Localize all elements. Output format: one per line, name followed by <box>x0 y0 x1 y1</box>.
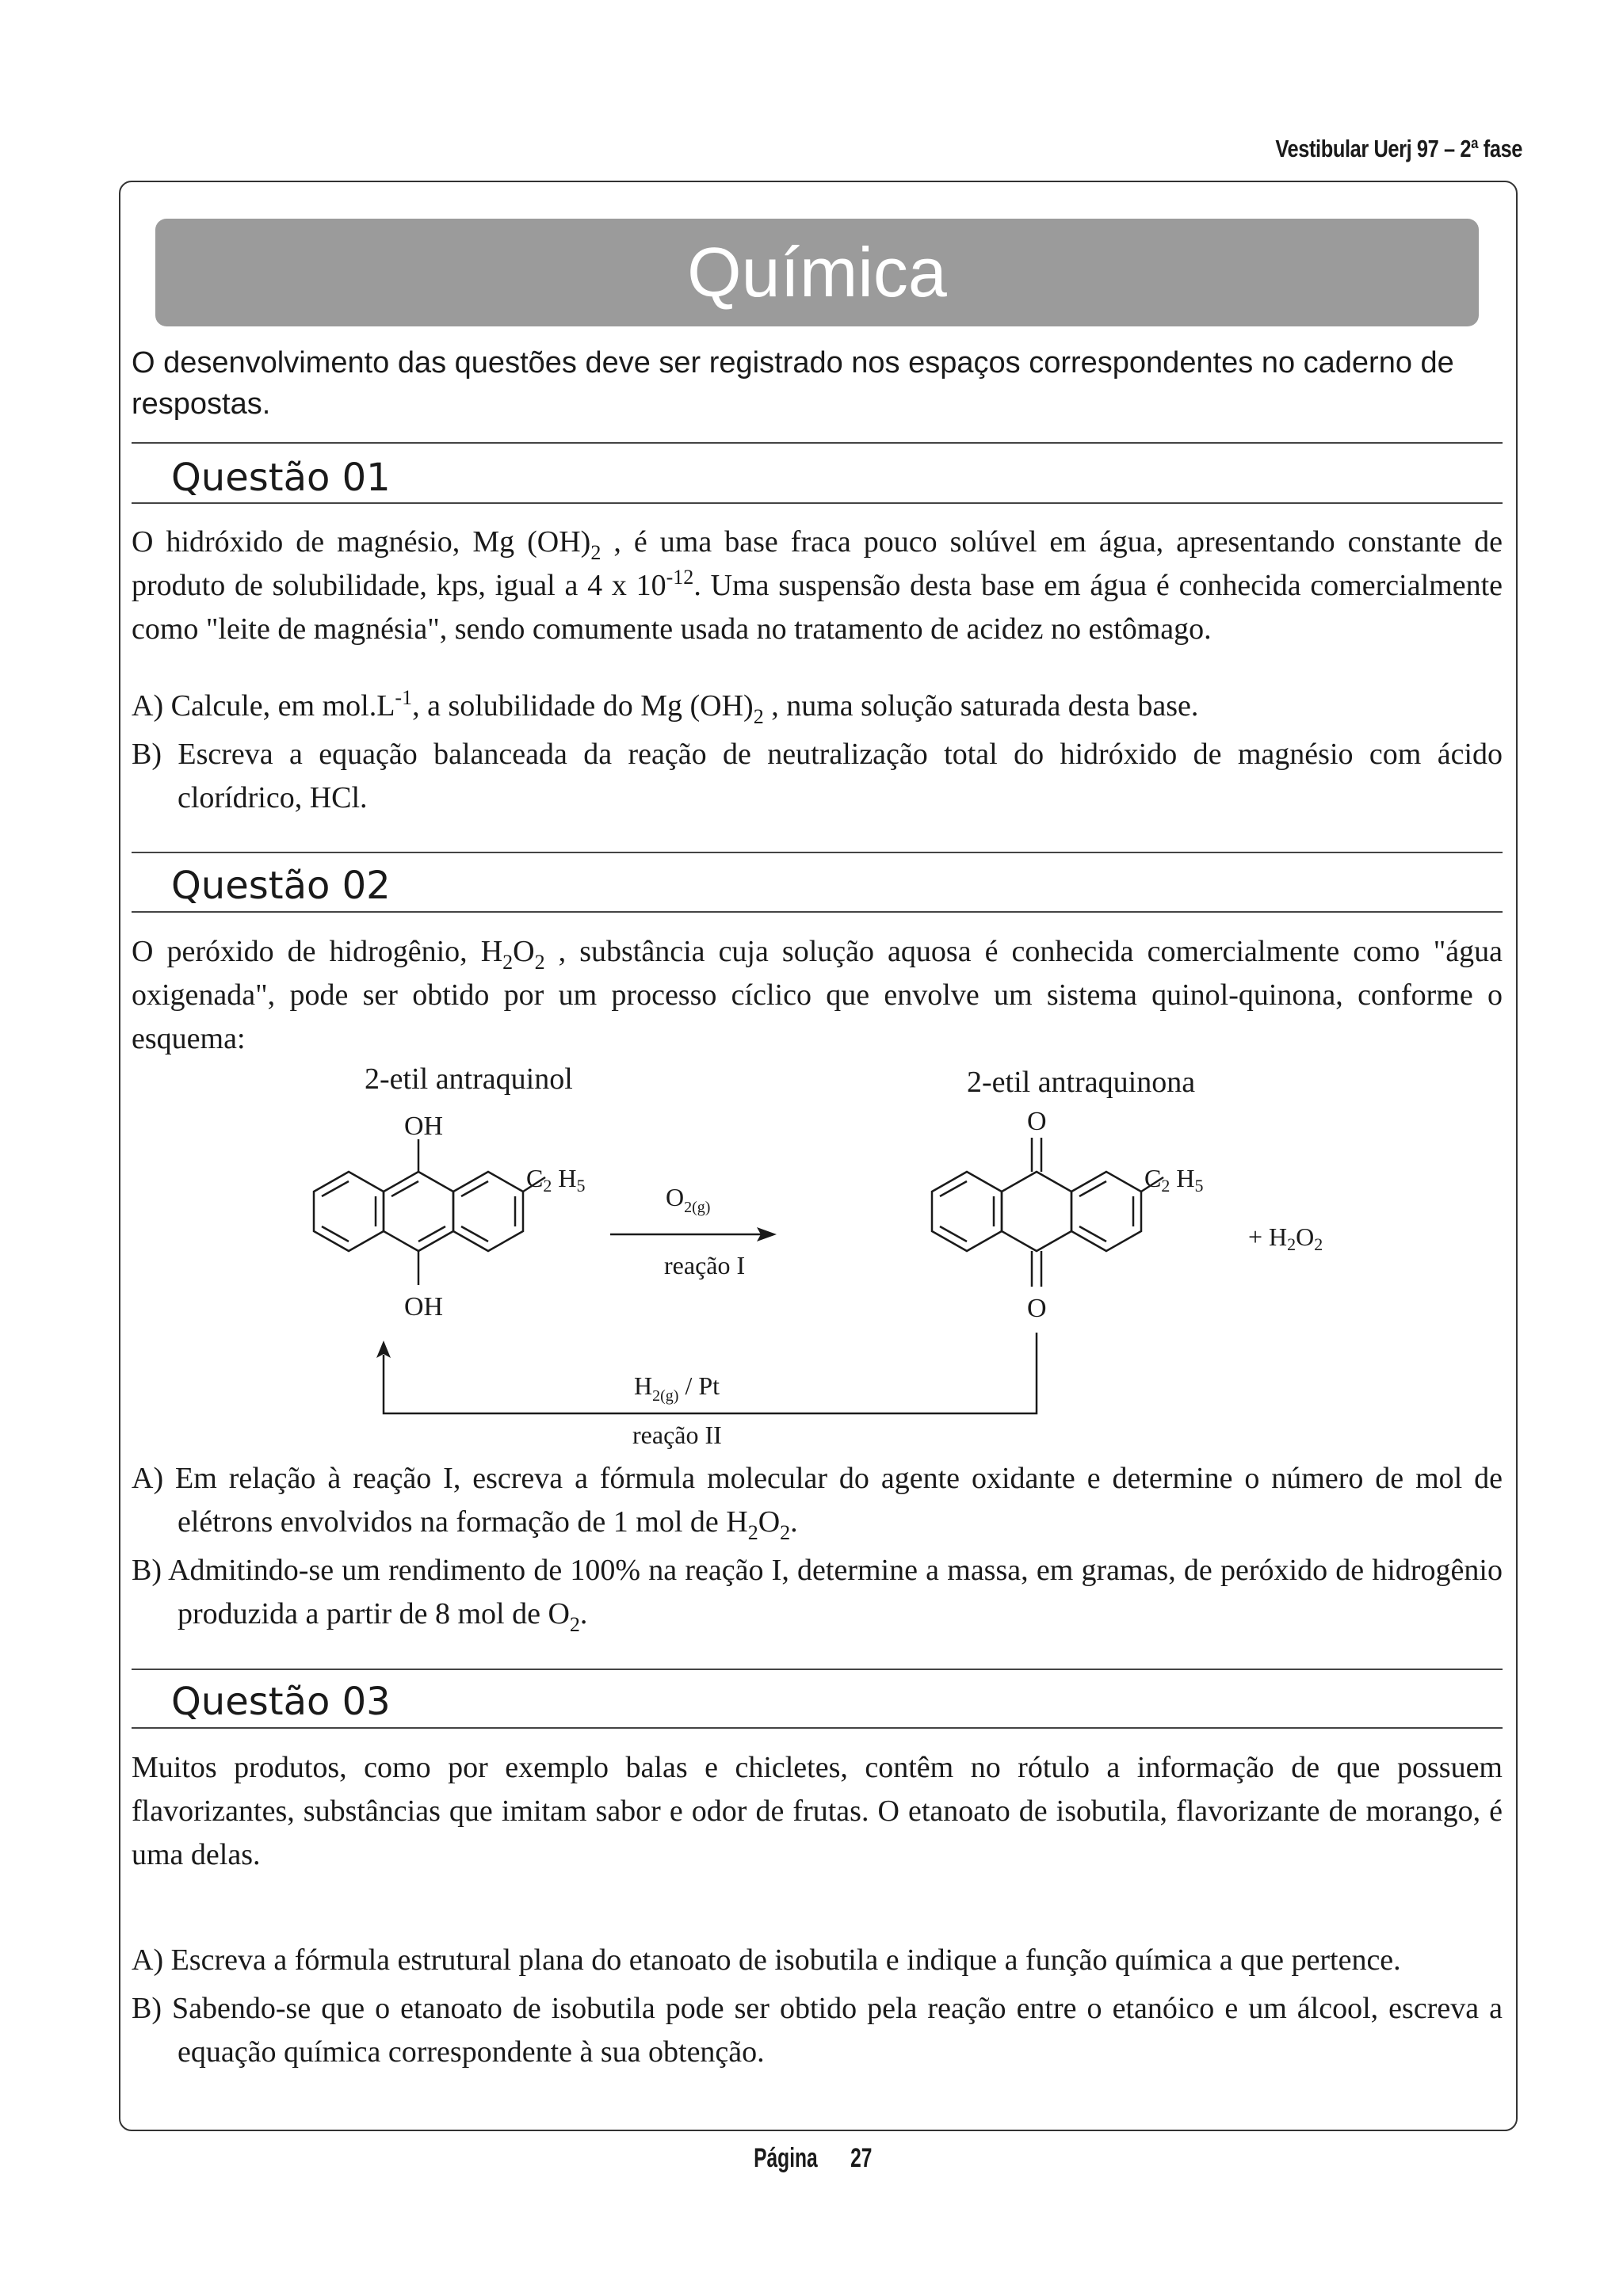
question-1-item-a: A) Calcule, em $mol.L^{-1}$, a solubilidade do Mg $(OH)_2$ , numa solução saturada desta base. <box>132 686 1199 728</box>
anthraquinol-structure <box>314 1139 545 1285</box>
reaction-1-label: reação I <box>664 1251 746 1280</box>
reactant-name: 2-etil antraquinol <box>365 1062 573 1096</box>
ethyl-label: C2 H5 <box>1144 1164 1204 1196</box>
hydroxyl-label: OH <box>404 1292 444 1322</box>
question-2-item-b: B) Admitindo-se um rendimento de 100% na reação I, determine a massa, em gramas, de peróxido de hidrogênio produzida a partir de 8 mol de $O_2$. <box>132 1554 1503 1636</box>
ethyl-label: C2 H5 <box>526 1164 586 1196</box>
product-name: 2-etil antraquinona <box>967 1066 1196 1099</box>
question-1-item-b: B) Escreva a equação balanceada da reação de neutralização total do hidróxido de magnésio com ácido clorídrico, HCl. <box>132 738 1503 814</box>
divider <box>132 442 1503 444</box>
oxygen-label: O <box>1027 1294 1047 1323</box>
divider <box>132 1669 1503 1670</box>
question-3-item-a: A) Escreva a fórmula estrutural plana do etanoato de isobutila e indique a função química a que pertence. <box>132 1943 1401 1977</box>
reagent-o2: $O_{2(g)}$ <box>666 1183 711 1216</box>
intro-text: O desenvolvimento das questões deve ser registrado nos espaços correspondentes no caderno de respostas. <box>132 346 1454 421</box>
question-1-title: Questão 01 <box>171 456 391 500</box>
question-2-statement: O peróxido de hidrogênio, $H_2O_2$ , substância cuja solução aquosa é conhecida comercialmente como "água oxigenada", pode ser obtido por um processo cíclico que envolve um sistema quinol-quinona, conforme o esquema: <box>132 935 1503 1055</box>
question-2-title: Questão 02 <box>171 864 391 908</box>
divider <box>132 911 1503 913</box>
page-label: Página <box>754 2143 819 2173</box>
question-3-statement: Muitos produtos, como por exemplo balas e chicletes, contêm no rótulo a informação de que possuem flavorizantes, substâncias que imitam sabor e odor de frutas. O etanoato de isobutila, flavorizante de morango, é uma delas. <box>132 1751 1503 1871</box>
exam-header: Vestibular Uerj 97 – 2ª fase <box>1275 135 1522 162</box>
divider <box>132 852 1503 853</box>
question-2-item-a: A) Em relação à reação I, escreva a fórmula molecular do agente oxidante e determine o número de mol de elétrons envolvidos na formação de 1 mol de $H_2O_2$. <box>132 1462 1503 1544</box>
question-1-statement: O hidróxido de magnésio, Mg $(OH)_2$ , é uma base fraca pouco solúvel em água, apresentando constante de produto de solubilidade, kps, igual a 4 x $10^{-12}$. Uma suspensão desta base em água é conhecida comercialmente como "leite de magnésia", sendo comumente usada no tratamento de acidez no estômago. <box>132 525 1503 646</box>
oxygen-label: O <box>1027 1107 1047 1136</box>
reaction-scheme <box>238 1062 1387 1450</box>
page-footer <box>0 2143 1623 2174</box>
question-3-title: Questão 03 <box>171 1680 391 1724</box>
anthraquinone-structure <box>932 1138 1163 1287</box>
reagent-h2-pt: $H_{2(g)}$ / Pt <box>634 1371 720 1405</box>
byproduct-h2o2: + H2O2 <box>1248 1222 1323 1254</box>
reaction-2-label: reação II <box>632 1421 722 1449</box>
subject-banner: Química <box>155 219 1479 326</box>
hydroxyl-label: OH <box>404 1112 444 1141</box>
page-number: 27 <box>850 2143 873 2173</box>
question-3-item-b: B) Sabendo-se que o etanoato de isobutila pode ser obtido pela reação entre o etanóico e um álcool, escreva a equação química correspondente à sua obtenção. <box>132 1992 1503 2069</box>
divider <box>132 1727 1503 1729</box>
divider <box>132 502 1503 504</box>
